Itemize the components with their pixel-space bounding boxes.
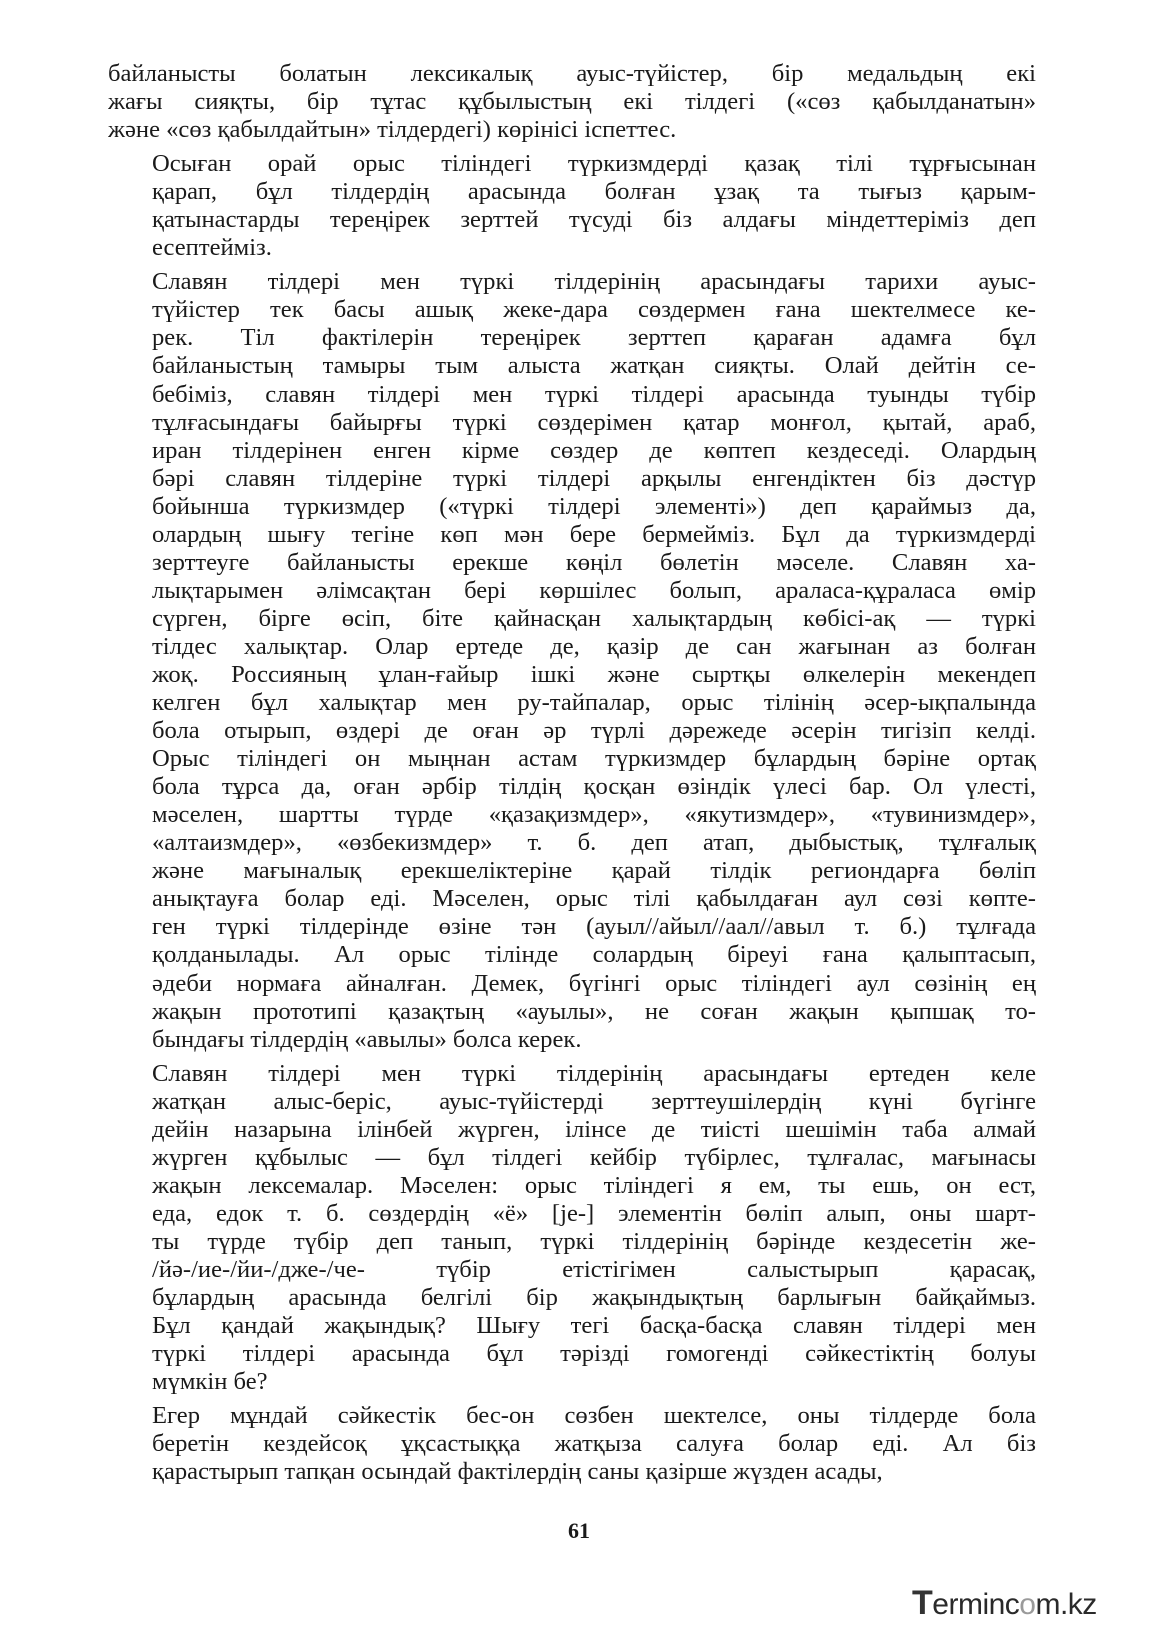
text-line: Егер мұндай сәйкестік бес-он сөзбен шектелсе, оны тілдерде бола xyxy=(152,1402,1036,1430)
watermark-logo xyxy=(912,1584,1112,1624)
text-line: бәрі славян тілдеріне түркі тілдері арқылы енгендіктен біз дәстүр xyxy=(152,464,1036,492)
text-line: бебіміз, славян тілдері мен түркі тілдері арасында туынды түбір xyxy=(152,380,1036,408)
body-text xyxy=(108,60,1036,1492)
text-line: еда, едок т. б. сөздердің «ё» [je-] элементін бөліп алып, оны шарт- xyxy=(152,1199,1036,1227)
text-line: есептейміз. xyxy=(152,234,272,262)
text-line: дейін назарына ілінбей жүрген, ілінсе де тиісті шешімін таба алмай xyxy=(152,1115,1036,1143)
text-line: бола тұрса да, оған әрбір тілдің қосқан өзіндік үлесі бар. Ол үлесті, xyxy=(152,773,1036,801)
text-line: Осыған орай орыс тіліндегі түркизмдерді қазақ тілі тұрғысынан xyxy=(152,150,1036,178)
watermark-t-icon: T xyxy=(912,1584,933,1622)
text-line: Славян тілдері мен түркі тілдерінің арасындағы ертеден келе xyxy=(152,1059,1036,1087)
text-line: бойынша түркизмдер («түркі тілдері элементі») деп қараймыз да, xyxy=(152,492,1036,520)
text-line: түркі тілдері арасында бұл тәрізді гомогенді сәйкестіктің болуы xyxy=(152,1340,1036,1368)
text-line: рек. Тіл фактілерін тереңірек зерттеп қараған адамға бұл xyxy=(152,324,1036,352)
text-line: /йә-/ие-/йи-/дже-/че- түбір етістігімен салыстырып қарасақ, xyxy=(152,1255,1036,1283)
text-line: жағы сияқты, бір тұтас құбылыстың екі тілдегі («сөз қабылданатын» xyxy=(108,88,1036,116)
text-line: олардың шығу тегіне көп мән бере бермейміз. Бұл да түркизмдерді xyxy=(152,520,1036,548)
paragraph xyxy=(108,150,1036,262)
watermark-text-end: m.kz xyxy=(1035,1588,1097,1621)
text-line: қолданылады. Ал орыс тілінде солардың біреуі ғана қалыптасып, xyxy=(152,941,1036,969)
text-line: қарастырып тапқан осындай фактілердің саны қазірше жүзден асады, xyxy=(152,1458,883,1486)
text-line: бола отырып, өздері де оған әр түрлі дәрежеде әсерін тигізіп келді. xyxy=(152,717,1036,745)
text-line: сүрген, бірге өсіп, біте қайнасқан халықтардың көбісі-ақ — түркі xyxy=(152,604,1036,632)
text-line: тілдес халықтар. Олар ертеде де, қазір де сан жағынан аз болған xyxy=(152,632,1036,660)
text-line: жақын прототипі қазақтың «ауылы», не соған жақын қыпшақ то- xyxy=(152,997,1036,1025)
text-line: мәселен, шартты түрде «қазақизмдер», «якутизмдер», «тувинизмдер», xyxy=(152,801,1036,829)
text-line: тұлғасындағы байырғы түркі сөздерімен қатар монғол, қытай, араб, xyxy=(152,408,1036,436)
text-line: ты түрде түбір деп танып, түркі тілдерінің бәрінде кездесетін же- xyxy=(152,1227,1036,1255)
watermark-text: erminc xyxy=(932,1588,1020,1621)
text-line: Бұл қандай жақындық? Шығу тегі басқа-басқа славян тілдері мен xyxy=(152,1312,1036,1340)
paragraph xyxy=(108,1402,1036,1486)
text-line: келген бұл халықтар мен ру-тайпалар, орыс тілінің әсер-ықпалында xyxy=(152,689,1036,717)
text-line: зерттеуге байланысты ерекше көңіл бөлетін мәселе. Славян ха- xyxy=(152,548,1036,576)
text-line: Славян тілдері мен түркі тілдерінің арасындағы тарихи ауыс- xyxy=(152,268,1036,296)
text-line: жүрген құбылыс — бұл тілдегі кейбір түбірлес, тұлғалас, мағынасы xyxy=(152,1143,1036,1171)
text-line: анықтауға болар еді. Мәселен, орыс тілі қабылдаған аул сөзі көпте- xyxy=(152,885,1036,913)
text-line: беретін кездейсоқ ұқсастыққа жатқыза салуға болар еді. Ал біз xyxy=(152,1430,1036,1458)
text-line: түйістер тек басы ашық жеке-дара сөздермен ғана шектелмесе ке- xyxy=(152,296,1036,324)
text-line: қарап, бұл тілдердің арасында болған ұзақ та тығыз қарым- xyxy=(152,178,1036,206)
text-line: мүмкін бе? xyxy=(152,1368,268,1396)
text-line: бұлардың арасында белгілі бір жақындықтың барлығын байқаймыз. xyxy=(152,1284,1036,1312)
text-line: ген түркі тілдерінде өзіне тән (ауыл//айыл//аал//авыл т. б.) тұлғада xyxy=(152,913,1036,941)
text-line: бындағы тілдердің «авылы» болса керек. xyxy=(152,1025,582,1053)
page-number: 61 xyxy=(568,1518,590,1543)
text-line: жоқ. Россияның ұлан-ғайыр ішкі және сыртқы өлкелерін мекендеп xyxy=(152,660,1036,688)
text-line: және мағыналық ерекшеліктеріне қарай тілдік региондарға бөліп xyxy=(152,857,1036,885)
text-line: байланысты болатын лексикалық ауыс-түйістер, бір медальдың екі xyxy=(108,60,1036,87)
text-line: лықтарымен әлімсақтан бері көршілес болып, араласа-құраласа өмір xyxy=(152,576,1036,604)
text-line: иран тілдерінен енген кірме сөздер де көптеп кездеседі. Олардың xyxy=(152,436,1036,464)
text-line: байланыстың тамыры тым алыста жатқан сияқты. Олай дейтін се- xyxy=(152,352,1036,380)
text-line: әдеби нормаға айналған. Демек, бүгінгі орыс тіліндегі аул сөзінің ең xyxy=(152,969,1036,997)
watermark-o-icon: o xyxy=(1019,1588,1036,1621)
paragraph xyxy=(108,1060,1036,1397)
text-line: және «сөз қабылдайтын» тілдердегі) көрінісі іспеттес. xyxy=(108,116,677,144)
text-line: Орыс тіліндегі он мыңнан астам түркизмдер бұлардың бәріне ортақ xyxy=(152,745,1036,773)
text-line: қатынастарды тереңірек зерттей түсуді біз алдағы міндеттеріміз деп xyxy=(152,206,1036,234)
text-line: «алтаизмдер», «өзбекизмдер» т. б. деп атап, дыбыстық, тұлғалық xyxy=(152,829,1036,857)
text-line: жатқан алыс-беріс, ауыс-түйістерді зерттеушілердің күні бүгінге xyxy=(152,1087,1036,1115)
text-line: жақын лексемалар. Мәселен: орыс тіліндегі я ем, ты ешь, он ест, xyxy=(152,1171,1036,1199)
paragraph xyxy=(108,60,1036,144)
paragraph xyxy=(108,268,1036,1053)
